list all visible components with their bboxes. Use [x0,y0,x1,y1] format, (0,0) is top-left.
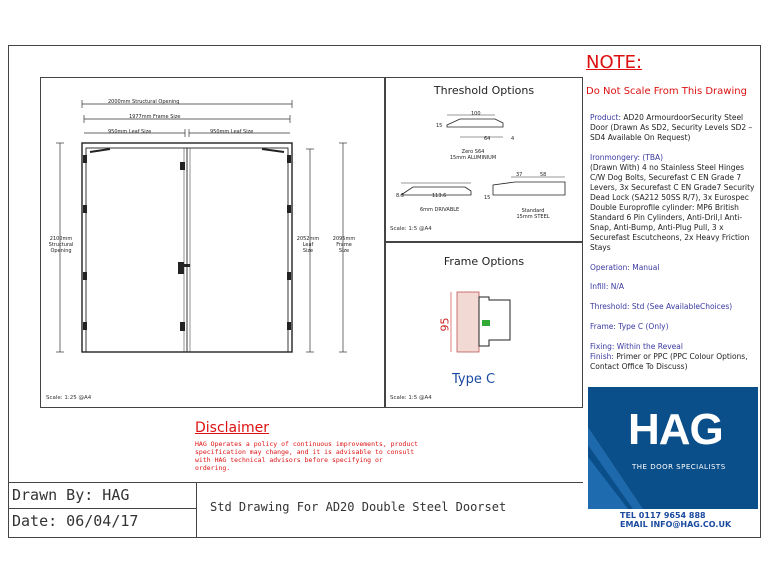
zero-threshold-label: Zero S64 15mm ALUMINIUM [449,149,497,161]
frame-size-width: 1977mm Frame Size [129,114,181,120]
note-warning: Do Not Scale From This Drawing [586,86,747,97]
frame-title: Frame Options [443,255,525,268]
contact-tel: TEL 0117 9654 888 [620,511,706,520]
note-product [590,113,758,143]
drawing-description: Std Drawing For AD20 Double Steel Doorset [210,500,507,514]
hag-logo [588,387,758,509]
note-frame: Frame: Type C (Only) [590,322,669,331]
logo-name: HAG [628,405,723,454]
frame-dim-95: 95 [438,317,452,332]
threshold-dim-4: 4 [511,136,515,142]
note-operation: Operation: Manual [590,263,660,272]
structural-opening-height: 2100mm Structural Opening [48,236,74,254]
note-ironmongery-label: Ironmongery: (TBA) [590,153,664,162]
drawn-by: Drawn By: HAG [12,486,130,504]
leaf-size-height: 2052mm Leaf Size [296,236,320,254]
threshold-dim-15b: 15 [484,195,491,201]
title-block-top-rule [8,482,583,483]
note-ironmongery-text: (Drawn With) 4 no Stainless Steel Hinges C/W Dog Bolts, Securefast C EN Grade 7 Levers, 3x Securefast C EN Grade7 Security Dead Lock (SA212 50SS R/7), 3x Eurospec Double Europrofile cylinder: MP6 British Standard 6 Pin Cylinders, Anti-Dril,l Anti-Snap, Anti-Bump, Anti-Plug Pull, 3 x Securefast Escutcheons, 2x Heavy Friction Stays [590,163,755,252]
drawing-date: Date: 06/04/17 [12,512,139,530]
note-heading: NOTE: [586,52,643,73]
structural-opening-width: 2000mm Structural Opening [108,99,180,105]
threshold-dim-15a: 15 [436,123,443,129]
threshold-dim-58: 58 [540,172,547,178]
note-finish-label: Finish: [590,352,614,361]
note-finish [590,352,758,372]
logo-tagline: THE DOOR SPECIALISTS [632,463,726,471]
threshold-title: Threshold Options [433,84,535,97]
note-fixing: Fixing: Within the Reveal [590,342,683,351]
note-product-label: Product: [590,113,622,122]
threshold-scale: Scale: 1:5 @A4 [390,226,432,232]
note-ironmongery [590,153,758,253]
threshold-dim-1136: 113.6 [432,193,447,199]
threshold-dim-83: 8.3 [396,193,404,199]
frame-type-label: Type C [452,372,496,387]
leaf-size-left: 950mm Leaf Size [108,129,152,135]
title-block-divider [196,482,197,538]
note-finish-text: Primer or PPC (PPC Colour Options, Contact Office To Discuss) [590,352,748,371]
threshold-dim-100: 100 [471,111,481,117]
threshold-dim-64: 64 [484,136,491,142]
frame-size-height: 2095mm Frame Size [332,236,356,254]
elevation-scale: Scale: 1:25 @A4 [46,395,92,401]
note-threshold: Threshold: Std (See AvailableChoices) [590,302,733,311]
title-block-mid-rule [8,508,196,509]
note-product-text: AD20 ArmourdoorSecurity Steel Door (Drawn As SD2, Security Levels SD2 – SD4 Available On Request) [590,113,753,142]
threshold-dim-37: 37 [516,172,523,178]
disclaimer-heading: Disclaimer [195,420,270,436]
disclaimer-text: HAG Operates a policy of continuous improvements, product specification may change, and it is advisable to consult with HAG technical advisors before specifying or ordering. [195,440,419,472]
leaf-size-right: 950mm Leaf Size [210,129,254,135]
drivable-threshold-label: 6mm DRIVABLE [420,207,460,213]
note-infill: Infill: N/A [590,282,625,291]
frame-scale: Scale: 1:5 @A4 [390,395,432,401]
contact-email: EMAIL INFO@HAG.CO.UK [620,520,732,529]
standard-threshold-label: Standard 15mm STEEL [516,208,550,220]
